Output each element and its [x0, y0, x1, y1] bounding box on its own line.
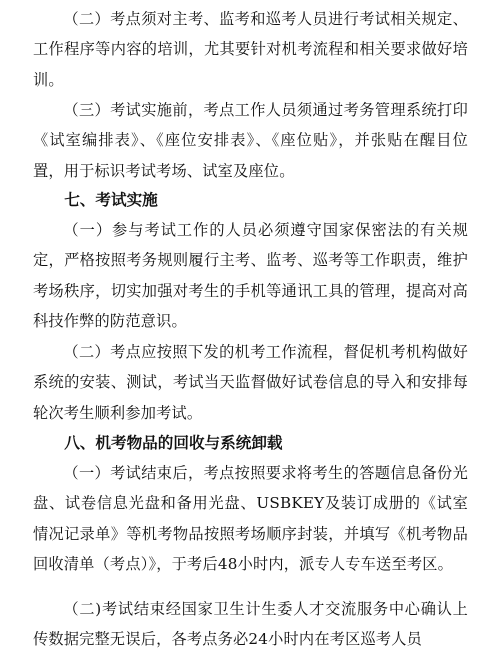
paragraph-training: （二）考点须对主考、监考和巡考人员进行考试相关规定、工作程序等内容的培训，尤其要针对机考流程和相关要求做好培训。 [33, 10, 468, 89]
paragraph-computer-exam-process: （二）考点应按照下发的机考工作流程，督促机考机构做好系统的安装、测试，考试当天监督做好试卷信息的导入和安排每轮次考生顺利参加考试。 [33, 343, 468, 422]
paragraph-confidentiality: （一）参与考试工作的人员必须遵守国家保密法的有关规定，严格按照考务规则履行主考、监考、巡考等工作职责，维护考场秩序，切实加强对考生的手机等通讯工具的管理，提高对高科技作弊的防范意识。 [33, 221, 468, 331]
section-heading-item-recovery: 八、机考物品的回收与系统卸载 [64, 434, 283, 452]
paragraph-item-packaging: （一）考试结束后，考点按照要求将考生的答题信息备份光盘、试卷信息光盘和备用光盘、USBKEY及装订成册的《试室情况记录单》等机考物品按照考场顺序封装，并填写《机考物品回收清单（考点）》，于考后48小时内，派专人专车送至考区。 [33, 464, 468, 574]
paragraph-seat-arrangement: （三）考试实施前，考点工作人员须通过考务管理系统打印《试室编排表》、《座位安排表》、《座位贴》，并张贴在醒目位置，用于标识考试考场、试室及座位。 [33, 101, 468, 180]
paragraph-data-upload: （二)考试结束经国家卫生计生委人才交流服务中心确认上传数据完整无误后，各考点务必24小时内在考区巡考人员 [33, 600, 468, 649]
section-heading-exam-implementation: 七、考试实施 [64, 191, 158, 209]
